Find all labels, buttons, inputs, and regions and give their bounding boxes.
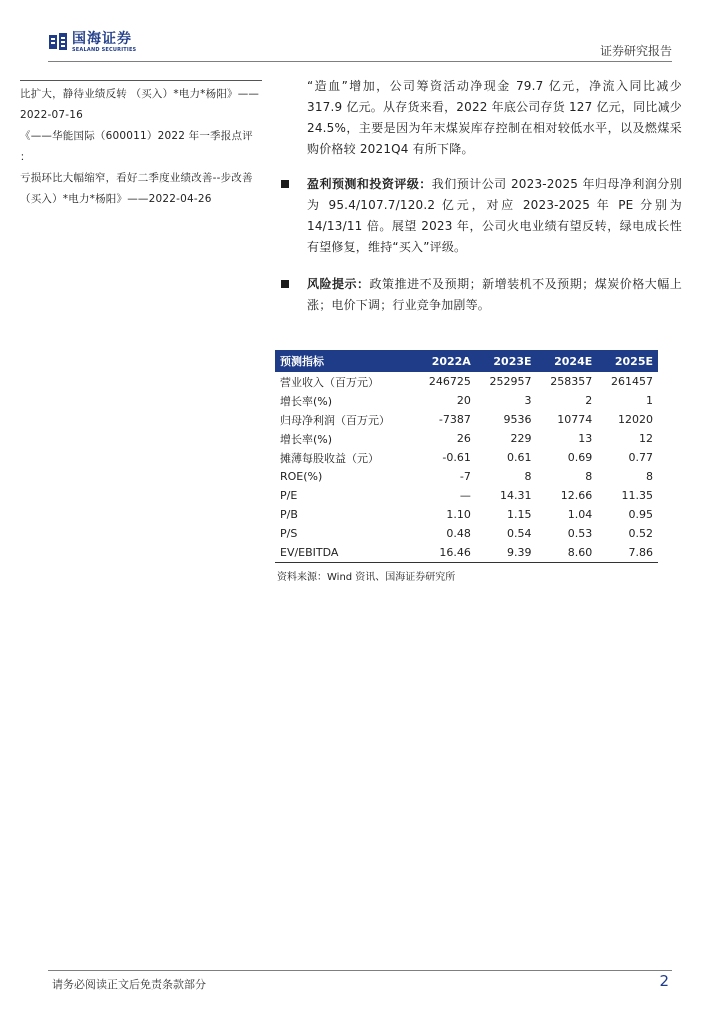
- value-cell: 0.69: [567, 451, 593, 464]
- earnings-forecast-bullet: [307, 174, 682, 258]
- value-cell: —: [459, 489, 471, 502]
- value-cell: 8: [646, 470, 653, 483]
- value-cell: 0.53: [567, 527, 593, 540]
- value-cell: 9.39: [476, 543, 537, 563]
- related-reports: [20, 80, 262, 210]
- table-header-cell: 2024E: [537, 350, 598, 372]
- value-cell: 1: [646, 394, 653, 407]
- table-source-note: 资料来源：Wind 资讯、国海证券研究所: [277, 572, 456, 583]
- earnings-forecast-text: 我们预计公司 2023-2025 年归母净利润分别为 95.4/107.7/120.2 亿元，对应 2023-2025 年 PE 分别为 14/13/11 倍。展望 2023 年，公司火电业绩有望反转，绿电成长性有望修复，维持“买入”评级。: [307, 177, 682, 254]
- value-cell: -0.61: [442, 451, 471, 464]
- row-label-cell: P/S: [280, 527, 298, 540]
- report-body: [307, 76, 682, 316]
- value-cell: 12.66: [560, 489, 593, 502]
- page-number: 2: [659, 972, 669, 990]
- table-header-cell: 2023E: [476, 350, 537, 372]
- value-cell: 9536: [503, 413, 532, 426]
- value-cell: 2: [585, 394, 593, 407]
- value-cell: 26: [456, 432, 471, 445]
- row-label-cell: P/E: [280, 489, 298, 502]
- table-row: [275, 410, 658, 429]
- value-cell: 12: [639, 432, 653, 445]
- value-cell: 11.35: [621, 489, 653, 502]
- value-cell: 0.52: [628, 527, 653, 540]
- value-cell: 12020: [618, 413, 653, 426]
- value-cell: 1.04: [567, 508, 593, 521]
- row-label-cell: 营业收入（百万元）: [280, 375, 379, 389]
- value-cell: 0.77: [628, 451, 653, 464]
- value-cell: 14.31: [500, 489, 532, 502]
- logo-name-en: SEALAND SECURITIES: [72, 46, 137, 53]
- table-row: [275, 467, 658, 486]
- value-cell: -7: [459, 470, 471, 483]
- value-cell: 1.10: [446, 508, 471, 521]
- forecast-table: [275, 350, 658, 563]
- risk-warning-bullet: [307, 274, 682, 316]
- value-cell: 0.48: [446, 527, 471, 540]
- row-label-cell: 摊薄每股收益（元）: [280, 451, 379, 465]
- value-cell: 8.60: [537, 543, 598, 563]
- value-cell: 0.54: [507, 527, 532, 540]
- table-row: [275, 429, 658, 448]
- table-header-cell: 预测指标: [275, 350, 415, 372]
- related-report-line: 亏损环比大幅缩窄，看好二季度业绩改善--步改善: [20, 172, 253, 184]
- row-label-cell: ROE(%): [280, 470, 323, 483]
- value-cell: 3: [524, 394, 532, 407]
- table-row: [275, 391, 658, 410]
- value-cell: 1.15: [507, 508, 532, 521]
- table-row: [275, 372, 658, 391]
- risk-warning-heading: 风险提示：: [307, 277, 370, 291]
- value-cell: 252957: [489, 375, 532, 388]
- related-report-line: （买入）*电力*杨阳》——2022-04-26: [20, 193, 212, 205]
- report-type-title: 证券研究报告: [599, 44, 672, 58]
- value-cell: 10774: [557, 413, 593, 426]
- value-cell: 229: [510, 432, 532, 445]
- table-header-row: [275, 350, 658, 372]
- row-label-cell: EV/EBITDA: [275, 543, 415, 563]
- table-header-cell: 2022A: [415, 350, 476, 372]
- value-cell: 0.61: [507, 451, 532, 464]
- table-header-cell: 2025E: [597, 350, 658, 372]
- row-label-cell: 增长率(%): [280, 394, 333, 408]
- related-report-line: 2022-07-16: [20, 109, 84, 121]
- value-cell: 8: [524, 470, 532, 483]
- value-cell: 258357: [550, 375, 593, 388]
- value-cell: 13: [578, 432, 593, 445]
- value-cell: 261457: [611, 375, 653, 388]
- value-cell: 246725: [428, 375, 471, 388]
- related-reports-divider: [20, 80, 262, 81]
- header-divider: [48, 61, 672, 62]
- table-row: [275, 543, 658, 563]
- row-label-cell: P/B: [280, 508, 298, 521]
- earnings-forecast-heading: 盈利预测和投资评级：: [307, 177, 432, 191]
- related-report-line: 比扩大，静待业绩反转 （买入）*电力*杨阳》——: [20, 88, 260, 100]
- value-cell: 7.86: [597, 543, 658, 563]
- table-row: [275, 524, 658, 543]
- value-cell: -7387: [438, 413, 471, 426]
- footer-divider: [48, 970, 672, 971]
- row-label-cell: 增长率(%): [280, 432, 333, 446]
- sealand-logo-icon: [48, 32, 68, 52]
- cashflow-paragraph: “造血”增加，公司筹资活动净现金 79.7 亿元，净流入同比减少 317.9 亿元。从存货来看，2022 年底公司存货 127 亿元，同比减少 24.5%，主要是因为年末煤炭库存控制在相对较低水平，以及燃煤采购价格较 2021Q4 有所下降。: [307, 79, 682, 156]
- company-logo: [48, 31, 136, 53]
- related-report-line: 《——华能国际（600011）2022 年一季报点评 ：: [20, 130, 253, 163]
- value-cell: 0.95: [628, 508, 653, 521]
- risk-warning-text: 政策推进不及预期；新增装机不及预期；煤炭价格大幅上涨；电价下调；行业竞争加剧等。: [307, 277, 682, 312]
- value-cell: 16.46: [415, 543, 476, 563]
- value-cell: 20: [456, 394, 471, 407]
- table-row: [275, 448, 658, 467]
- logo-name-cn: 国海证券: [72, 30, 132, 47]
- square-bullet-icon: [281, 280, 289, 288]
- row-label-cell: 归母净利润（百万元）: [280, 413, 390, 427]
- disclaimer-note: 请务必阅读正文后免责条款部分: [52, 978, 206, 991]
- value-cell: 8: [585, 470, 593, 483]
- square-bullet-icon: [281, 180, 289, 188]
- table-row: [275, 486, 658, 505]
- table-row: [275, 505, 658, 524]
